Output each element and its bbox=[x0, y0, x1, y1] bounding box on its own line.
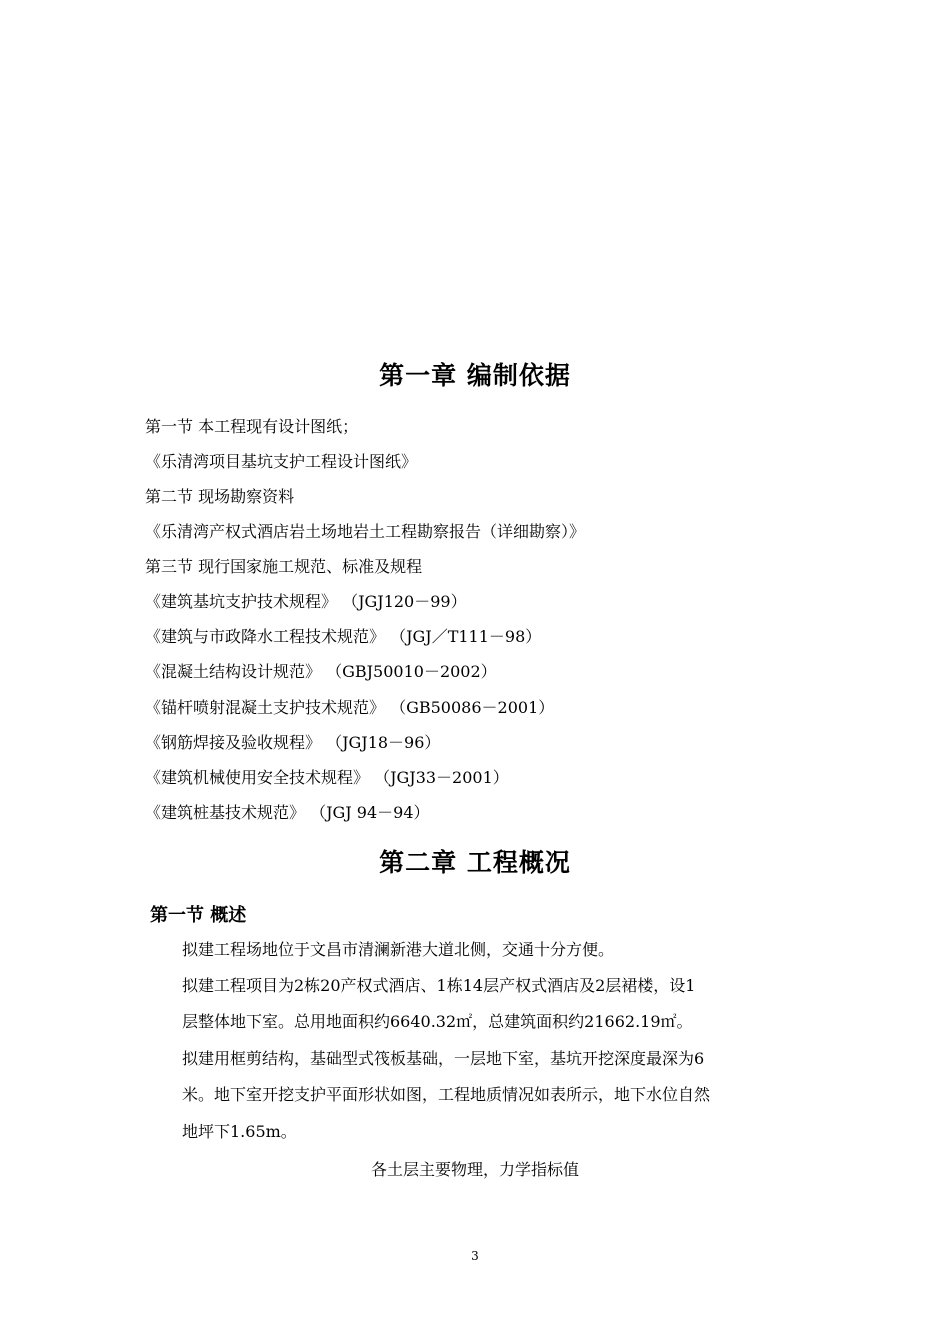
chapter-1-line: 第三节 现行国家施工规范、标准及规程 bbox=[145, 557, 423, 576]
chapter-2-title: 第二章 工程概况 bbox=[379, 848, 571, 877]
chapter-1-line: 《混凝土结构设计规范》 （GBJ50010－2002） bbox=[145, 662, 497, 681]
paragraph-line: 拟建工程项目为2栋20产权式酒店、1栋14层产权式酒店及2层裙楼，设1 bbox=[182, 976, 696, 995]
paragraph-line: 地坪下1.65m。 bbox=[182, 1122, 297, 1141]
chapter-1-line: 《建筑桩基技术规范》 （JGJ 94－94） bbox=[145, 803, 430, 822]
chapter-1-line: 《建筑机械使用安全技术规程》 （JGJ33－2001） bbox=[145, 768, 509, 787]
table-caption: 各土层主要物理，力学指标值 bbox=[370, 1160, 579, 1179]
chapter-1-title: 第一章 编制依据 bbox=[379, 361, 571, 390]
chapter-1-line: 第一节 本工程现有设计图纸； bbox=[145, 417, 359, 436]
paragraph-line: 米。地下室开挖支护平面形状如图，工程地质情况如表所示，地下水位自然 bbox=[182, 1085, 711, 1104]
page-number: 3 bbox=[471, 1249, 479, 1263]
section-heading: 第一节 概述 bbox=[150, 905, 247, 926]
chapter-1-line: 《建筑基坑支护技术规程》 （JGJ120－99） bbox=[145, 592, 467, 611]
chapter-1-line: 第二节 现场勘察资料 bbox=[145, 487, 295, 506]
chapter-1-line: 《锚杆喷射混凝土支护技术规范》 （GB50086－2001） bbox=[145, 698, 555, 717]
paragraph-line: 拟建工程场地位于文昌市清澜新港大道北侧，交通十分方便。 bbox=[182, 940, 615, 959]
chapter-1-line: 《乐清湾产权式酒店岩土场地岩土工程勘察报告（详细勘察）》 bbox=[145, 522, 586, 541]
chapter-1-line: 《建筑与市政降水工程技术规范》 （JGJ／T111－98） bbox=[145, 627, 542, 646]
chapter-1-line: 《乐清湾项目基坑支护工程设计图纸》 bbox=[145, 452, 418, 471]
chapter-1-line: 《钢筋焊接及验收规程》 （JGJ18－96） bbox=[145, 733, 441, 752]
paragraph-line: 层整体地下室。总用地面积约6640.32㎡，总建筑面积约21662.19㎡。 bbox=[182, 1012, 693, 1031]
paragraph-line: 拟建用框剪结构，基础型式筏板基础，一层地下室，基坑开挖深度最深为6 bbox=[182, 1049, 705, 1068]
